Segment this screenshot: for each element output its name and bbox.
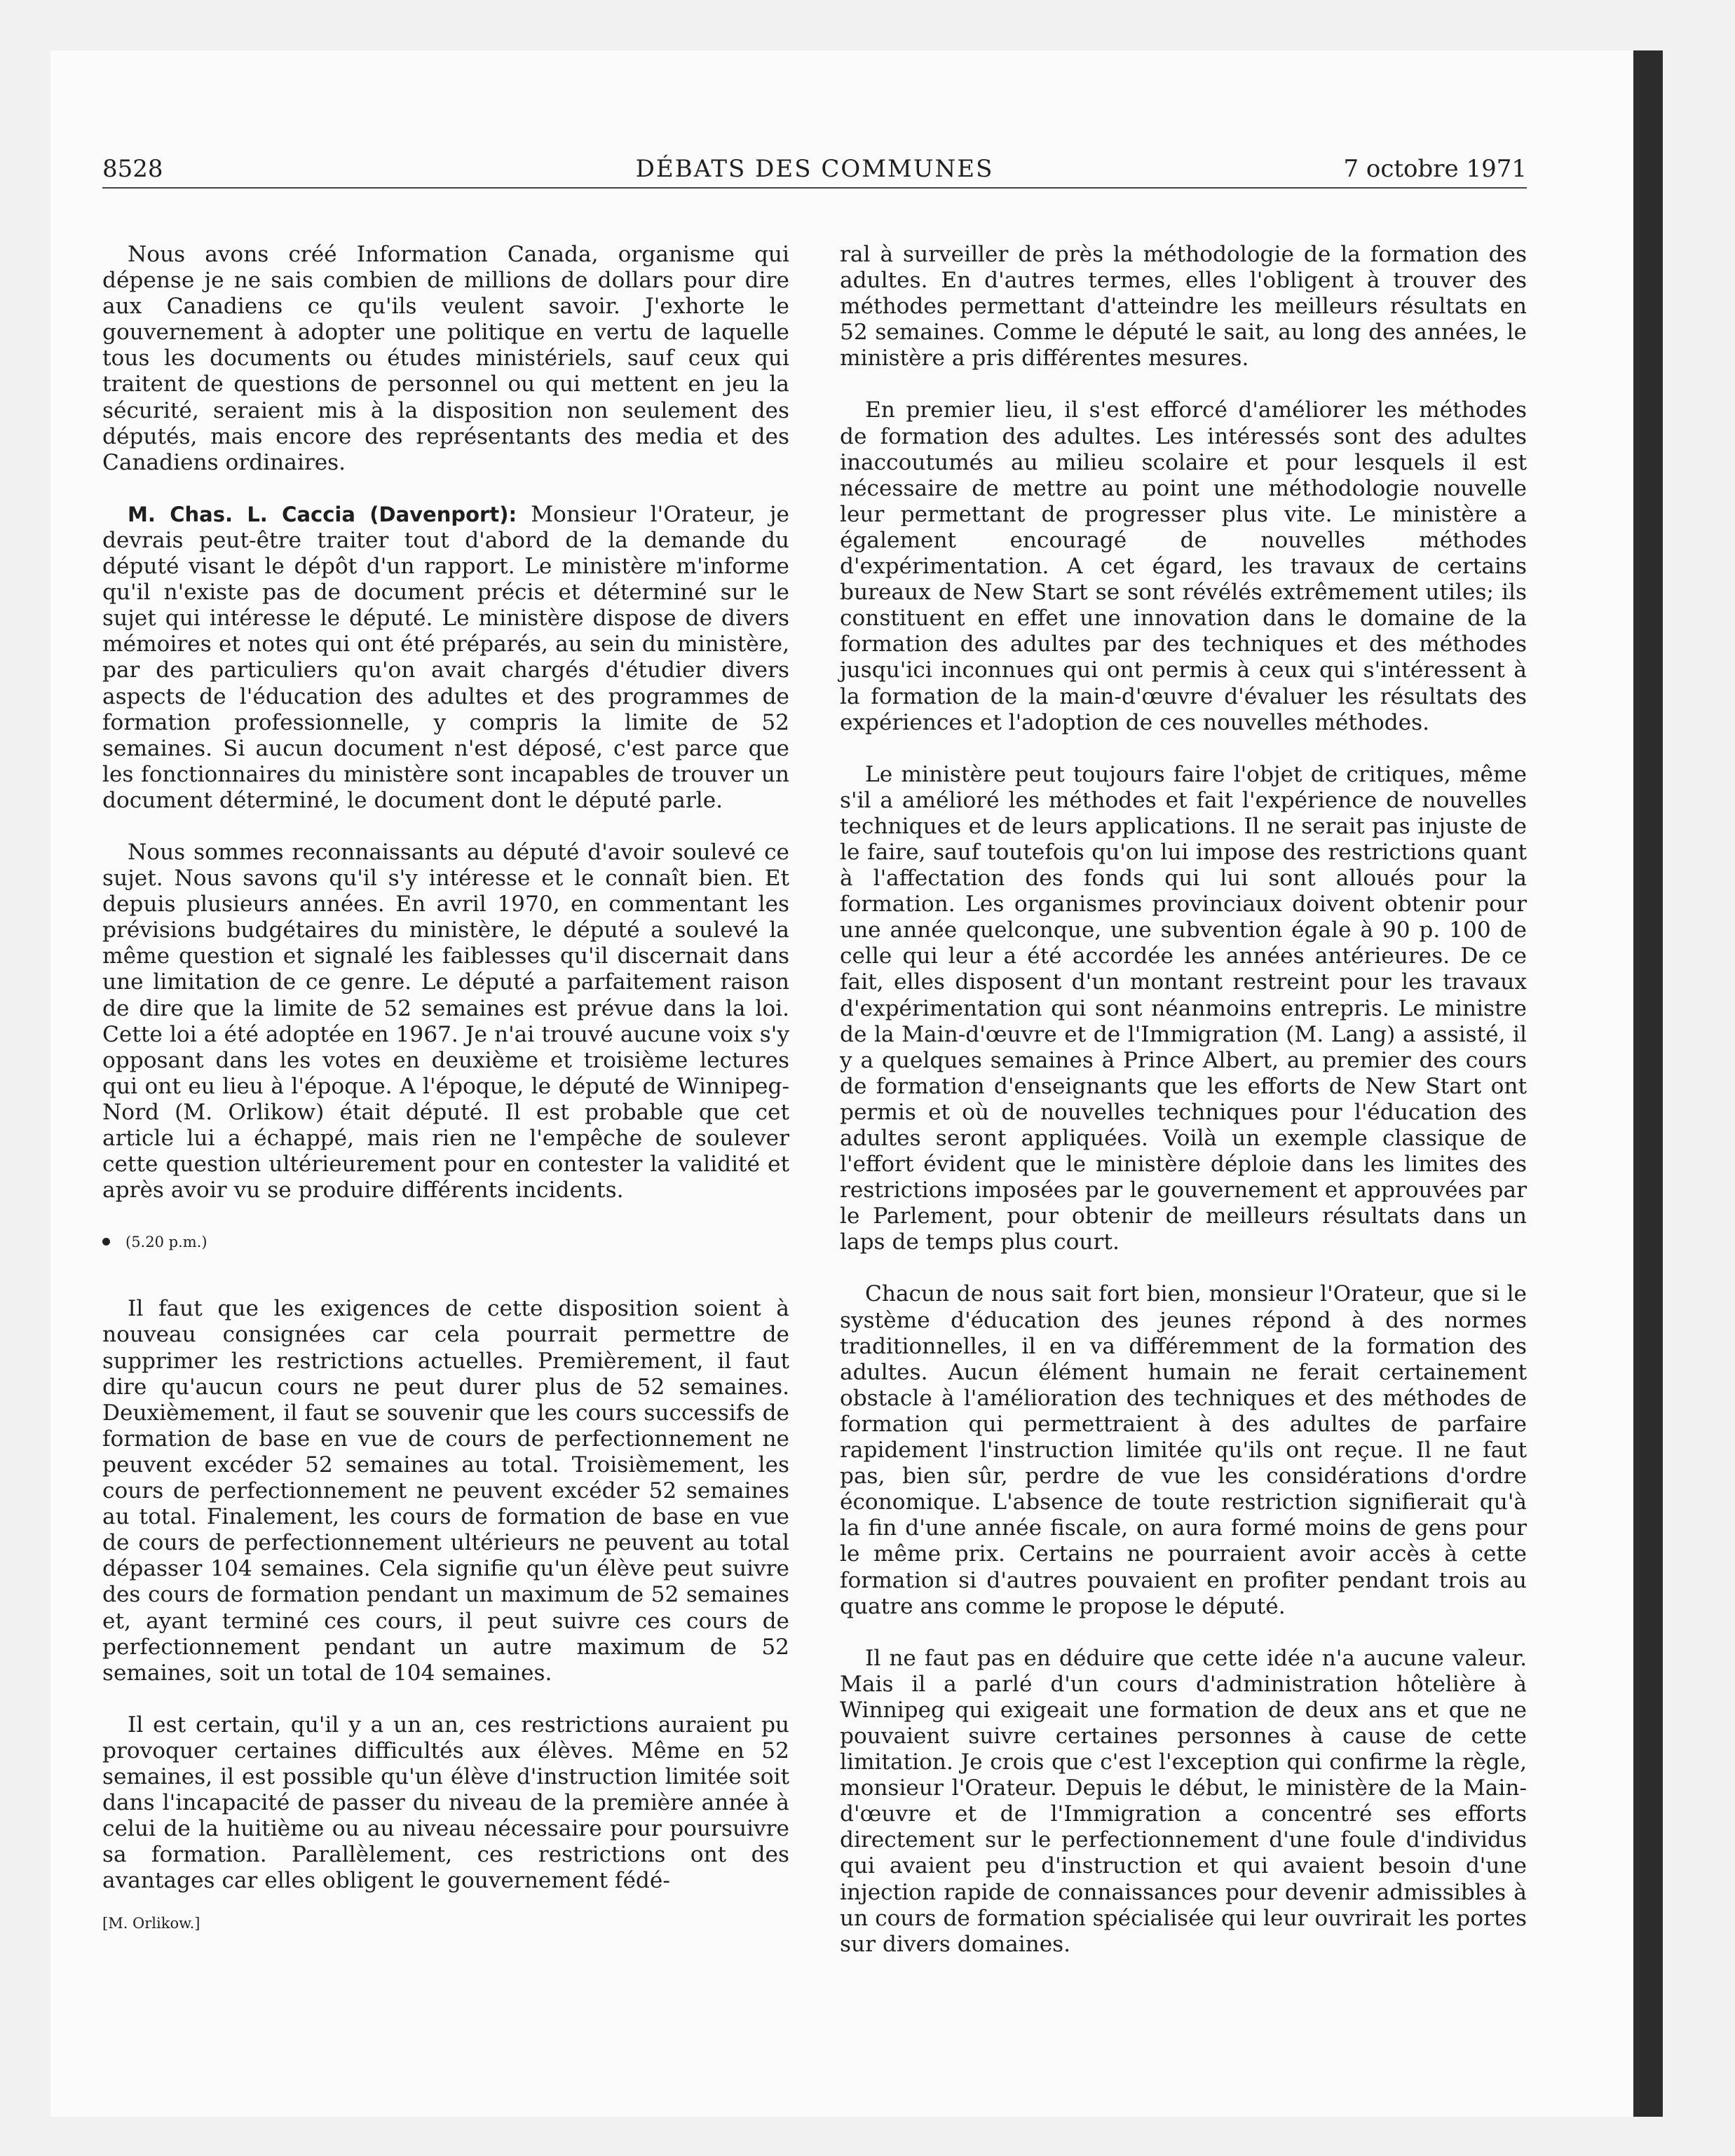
- paragraph-text: En premier lieu, il s'est efforcé d'améliorer les méthodes de formation des adultes. Les intéressés sont des adultes inaccoutumés au milieu scolaire et pour lesquels il est nécessaire de mettre au point une méthodologie nouvelle leur permettant de progresser plus vite. Le ministère a également encouragé de nouvelles méthodes d'expérimentation. A cet égard, les travaux de certains bureaux de New Start se sont révélés extrêmement utiles; ils constituent en effet une innovation dans le domaine de la formation des adultes par des techniques et des méthodes jusqu'ici inconnues qui ont permis à ceux qui s'intéressent à la formation de la main-d'œuvre d'évaluer les résultats des expériences et l'adoption de ces nouvelles méthodes.: [840, 397, 1527, 735]
- paragraph-text: Nous sommes reconnaissants au député d'avoir soulevé ce sujet. Nous savons qu'il s'y intéresse et le connaît bien. Et depuis plusieurs années. En avril 1970, en commentant les prévisions budgétaires du ministère, le député a soulevé la même question et signalé les faiblesses qu'il discernait dans une limitation de ce genre. Le député a parfaitement raison de dire que la limite de 52 semaines est prévue dans la loi. Cette loi a été adoptée en 1967. Je n'ai trouvé aucune voix s'y opposant dans les votes en deuxième et troisième lectures qui ont eu lieu à l'époque. A l'époque, le député de Winnipeg-Nord (M. Orlikow) était député. Il est probable que cet article lui a échappé, mais rien ne l'empêche de soulever cette question ultérieurement pour en contester la validité et après avoir vu se produire différents incidents.: [102, 839, 789, 1203]
- time-marker-text: (5.20 p.m.): [125, 1234, 207, 1251]
- paragraph: [840, 242, 1527, 371]
- paragraph-text: Il faut que les exigences de cette disposition soient à nouveau consignées car cela pourrait permettre de supprimer les restrictions actuelles. Premièrement, il faut dire qu'aucun cours ne peut durer plus de 52 semaines. Deuxièmement, il faut se souvenir que les cours successifs de formation de base en vue de cours de perfectionnement ne peuvent excéder 52 semaines au total. Troisièmement, les cours de perfectionnement ne peuvent excéder 52 semaines au total. Finalement, les cours de formation de base en vue de cours de perfectionnement ultérieurs ne peuvent au total dépasser 104 semaines. Cela signifie qu'un élève peut suivre des cours de formation pendant un maximum de 52 semaines et, ayant terminé ces cours, il peut suivre ces cours de perfectionnement pendant un autre maximum de 52 semaines, soit un total de 104 semaines.: [102, 1296, 789, 1686]
- scan-edge-shadow: [1633, 50, 1663, 2117]
- paragraph: [102, 502, 789, 814]
- paragraph-text: ral à surveiller de près la méthodologie de la formation des adultes. En d'autres termes, elles l'obligent à trouver des méthodes permettant d'atteindre les meilleurs résultats en 52 semaines. Comme le député le sait, au long des années, le ministère a pris différentes mesures.: [840, 242, 1527, 371]
- paragraph: [102, 1712, 789, 1895]
- paragraph: [840, 1281, 1527, 1619]
- paragraph-text: Nous avons créé Information Canada, organisme qui dépense je ne sais combien de millions de dollars pour dire aux Canadiens ce qu'ils veulent savoir. J'exhorte le gouvernement à adopter une politique en vertu de laquelle tous les documents ou études ministériels, sauf ceux qui traitent de questions de personnel ou qui mettent en jeu la sécurité, seraient mis à la disposition non seulement des députés, mais encore des représentants des media et des Canadiens ordinaires.: [102, 242, 789, 475]
- paragraph: [102, 242, 789, 476]
- paragraph: [840, 762, 1527, 1256]
- publication-date: 7 octobre 1971: [1343, 155, 1527, 183]
- time-marker: [102, 1229, 789, 1255]
- paragraph-text: Monsieur l'Orateur, je devrais peut-être traiter tout d'abord de la demande du député visant le dépôt d'un rapport. Le ministère m'informe qu'il n'existe pas de document précis et déterminé sur le sujet qui intéresse le député. Le ministère dispose de divers mémoires et notes qui ont été préparés, au sein du ministère, par des particuliers qu'on avait chargés d'étudier divers aspects de l'éducation des adultes et des programmes de formation professionnelle, y compris la limite de 52 semaines. Si aucun document n'est déposé, c'est parce que les fonctionnaires du ministère sont incapables de trouver un document déterminé, le document dont le député parle.: [102, 501, 789, 813]
- paragraph-text: Chacun de nous sait fort bien, monsieur l'Orateur, que si le système d'éducation des jeunes répond à des normes traditionnelles, il en va différemment de la formation des adultes. Aucun élément humain ne ferait certainement obstacle à l'amélioration des techniques et des méthodes de formation qui permettraient à des adultes de parfaire rapidement l'instruction limitée qu'ils ont reçue. Il ne faut pas, bien sûr, perdre de vue les considérations d'ordre économique. L'absence de toute restriction signifierait qu'à la fin d'une année fiscale, on aura formé moins de gens pour le même prix. Certains ne pourraient avoir accès à cette formation si d'autres pouvaient en profiter pendant trois au quatre ans comme le propose le député.: [840, 1281, 1527, 1619]
- paragraph: [840, 1646, 1527, 1958]
- paragraph: [102, 840, 789, 1203]
- right-column: [840, 242, 1527, 1984]
- page-number: 8528: [102, 155, 163, 183]
- paragraph: [840, 397, 1527, 735]
- footer-note: [M. Orlikow.]: [102, 1915, 200, 1932]
- paragraph: [102, 1296, 789, 1686]
- speaker-name: M. Chas. L. Caccia (Davenport):: [128, 502, 517, 526]
- paragraph-text: Le ministère peut toujours faire l'objet de critiques, même s'il a amélioré les méthodes et fait l'expérience de nouvelles techniques et de leurs applications. Il ne serait pas injuste de le faire, sauf toutefois qu'on lui impose des restrictions quant à l'affectation des fonds qui lui sont alloués pour la formation. Les organismes provinciaux doivent obtenir pour une année quelconque, une subvention égale à 90 p. 100 de celle qui leur a été accordée les années antérieures. De ce fait, elles disposent d'un montant restreint pour les travaux d'expérimentation qui sont néanmoins entrepris. Le ministre de la Main-d'œuvre et de l'Immigration (M. Lang) a assisté, il y a quelques semaines à Prince Albert, au premier des cours de formation d'enseignants que les efforts de New Start ont permis et où de nouvelles techniques pour l'éducation des adultes seront appliquées. Voilà un exemple classique de l'effort évident que le ministère déploie dans les limites des restrictions imposées par le gouvernement et approuvées par le Parlement, pour obtenir de meilleurs résultats dans un laps de temps plus court.: [840, 761, 1527, 1255]
- running-head: [102, 151, 1527, 189]
- publication-title: DÉBATS DES COMMUNES: [635, 155, 994, 183]
- paragraph-text: Il est certain, qu'il y a un an, ces restrictions auraient pu provoquer certaines difficultés aux élèves. Même en 52 semaines, il est possible qu'un élève d'instruction limitée soit dans l'incapacité de passer du niveau de la première année à celui de la huitième ou au niveau nécessaire pour poursuivre sa formation. Parallèlement, ces restrictions ont des avantages car elles obligent le gouvernement fédé-: [102, 1712, 789, 1894]
- paragraph-text: Il ne faut pas en déduire que cette idée n'a aucune valeur. Mais il a parlé d'un cours d'administration hôtelière à Winnipeg qui exigeait une formation de deux ans et que ne pouvaient suivre certaines personnes à cause de cette limitation. Je crois que c'est l'exception qui confirme la règle, monsieur l'Orateur. Depuis le début, le ministère de la Main-d'œuvre et de l'Immigration a concentré ses efforts directement sur le perfectionnement d'une foule d'individus qui avaient peu d'instruction et qui avaient besoin d'une injection rapide de connaissances pour devenir admissibles à un cours de formation spécialisée qui leur ouvrirait les portes sur divers domaines.: [840, 1645, 1527, 1957]
- bullet-icon: [102, 1238, 110, 1246]
- left-column: [102, 242, 789, 1937]
